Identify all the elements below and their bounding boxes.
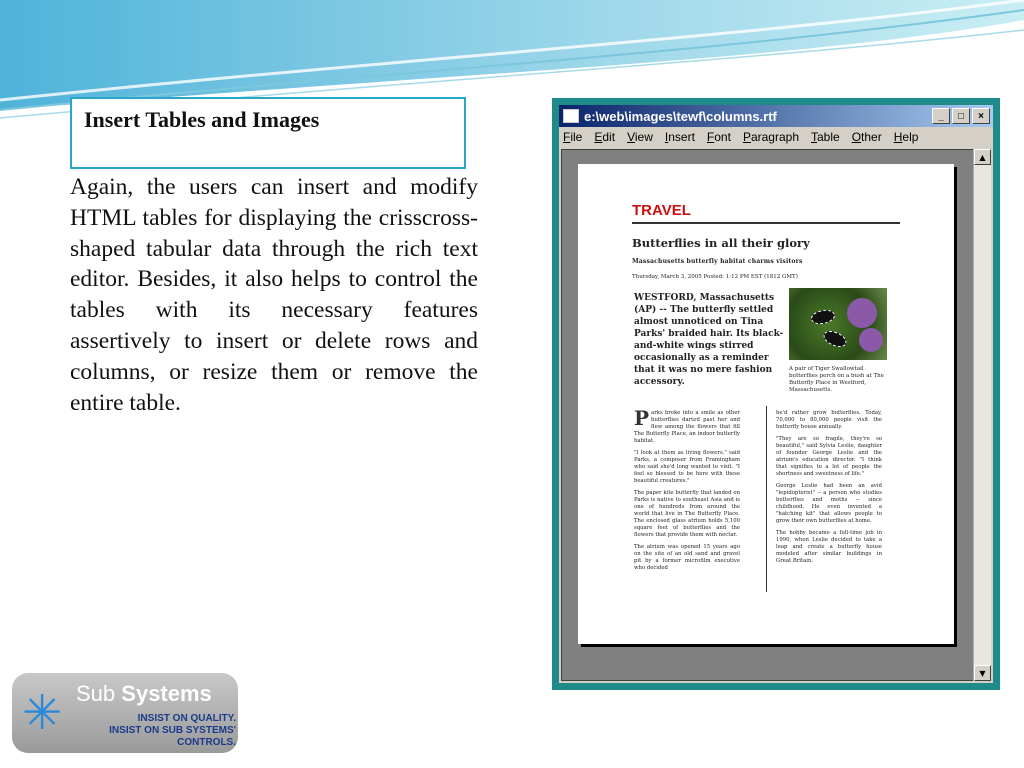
snowflake-icon: ✳ <box>22 685 63 741</box>
section-rule <box>632 222 900 224</box>
window-titlebar[interactable] <box>559 105 993 127</box>
column-paragraph: "I look at them as living flowers," said Parks, a composer from Framingham who said she'd long wanted to visit. "I feel so blessed to be here with these beautiful creatures." <box>634 450 740 484</box>
butterfly-photo <box>789 288 887 360</box>
article-subhead: Massachusetts butterfly habitat charms visitors <box>632 258 803 265</box>
menu-insert[interactable]: Insert <box>664 130 695 144</box>
editor-screenshot-frame <box>552 98 1000 690</box>
column-paragraph: George Leslie had been an avid "lepidopterist" -- a person who studies butterflies and moths -- since childhood. He even invented a "hatching kit" that allows people to grow their own butterflies at home. <box>776 483 882 524</box>
maximize-button[interactable]: □ <box>952 108 970 124</box>
drop-cap: P <box>634 406 650 430</box>
editor-window <box>559 105 993 683</box>
article-column-2 <box>776 410 882 570</box>
subsystems-logo <box>12 673 238 753</box>
minimize-button[interactable]: _ <box>932 108 950 124</box>
column-paragraph: "They are so fragile, they're so beautiful," said Sylvia Leslie, daughter of founder George Leslie and the atrium's education director. "I think that signifies to a lot of people the shortness and sweetness of life." <box>776 436 882 477</box>
slide-title: Insert Tables and Images <box>84 107 320 132</box>
slide-body-text: Again, the users can insert and modify HTML tables for displaying the crisscross-shaped tabular data through the rich text editor. Besides, it also helps to control the tables with its necessary features assertively to insert or delete rows and columns, or resize them or remove the entire table. <box>70 174 478 416</box>
column-paragraph: he'd rather grow butterflies. Today, 70,000 to 80,000 people visit the butterfly house annually. <box>776 410 882 430</box>
window-title: e:\web\images\tewf\columns.rtf <box>584 108 777 124</box>
window-controls <box>932 108 993 124</box>
document-icon <box>563 109 579 123</box>
scroll-up-icon[interactable]: ▲ <box>974 149 991 165</box>
menu-file[interactable]: File <box>563 130 583 144</box>
menu-bar <box>559 127 993 147</box>
section-label: TRAVEL <box>632 202 691 219</box>
logo-brand: Sub Systems <box>76 681 212 706</box>
menu-table[interactable]: Table <box>811 130 840 144</box>
column-paragraph: arks broke into a smile as other butterflies darted past her and flew among the flowers that fill The Butterfly Place, an indoor butterfly habitat. <box>634 410 740 444</box>
menu-edit[interactable]: Edit <box>594 130 616 144</box>
column-paragraph: The atrium was opened 15 years ago on the site of an old sand and gravel pit by a former microfilm executive who decided <box>634 544 740 571</box>
logo-tagline: INSIST ON QUALITY. INSIST ON SUB SYSTEMS' CONTROLS. <box>109 713 236 748</box>
close-button[interactable]: × <box>972 108 990 124</box>
menu-other[interactable]: Other <box>851 130 882 144</box>
document-page[interactable] <box>578 164 954 644</box>
column-divider <box>766 406 767 592</box>
article-lead: WESTFORD, Massachusetts (AP) -- The butterfly settled almost unnoticed on Tina Parks' braided hair. Its black-and-white wings stirred occasionally as a reminder that it was no mere fashion accessory. <box>634 293 784 387</box>
vertical-scrollbar[interactable] <box>973 149 991 681</box>
article-headline: Butterflies in all their glory <box>632 236 810 250</box>
article-dateline: Thursday, March 3, 2005 Posted: 1:12 PM EST (1812 GMT) <box>632 274 798 280</box>
menu-view[interactable]: View <box>627 130 653 144</box>
slide-title-box <box>70 97 466 169</box>
photo-caption: A pair of Tiger Swallowtail butterflies perch on a bush at The Butterfly Place in Westford, Massachusetts. <box>789 366 884 393</box>
menu-help[interactable]: Help <box>893 130 919 144</box>
article-column-1 <box>634 406 740 577</box>
scroll-down-icon[interactable]: ▼ <box>974 665 991 681</box>
document-area[interactable] <box>561 149 974 681</box>
column-paragraph: The paper kite butterfly that landed on Parks is native to southeast Asia and is one of hundreds from around the world that live in The Butterfly Place. The enclosed glass atrium holds 5,100 square feet of butterflies and the flowers that provide them with nectar. <box>634 490 740 538</box>
column-paragraph: The hobby became a full-time job in 1990, when Leslie decided to take a leap and create a butterfly house modeled after similar buildings in Great Britain. <box>776 530 882 564</box>
menu-font[interactable]: Font <box>706 130 731 144</box>
menu-paragraph[interactable]: Paragraph <box>742 130 799 144</box>
